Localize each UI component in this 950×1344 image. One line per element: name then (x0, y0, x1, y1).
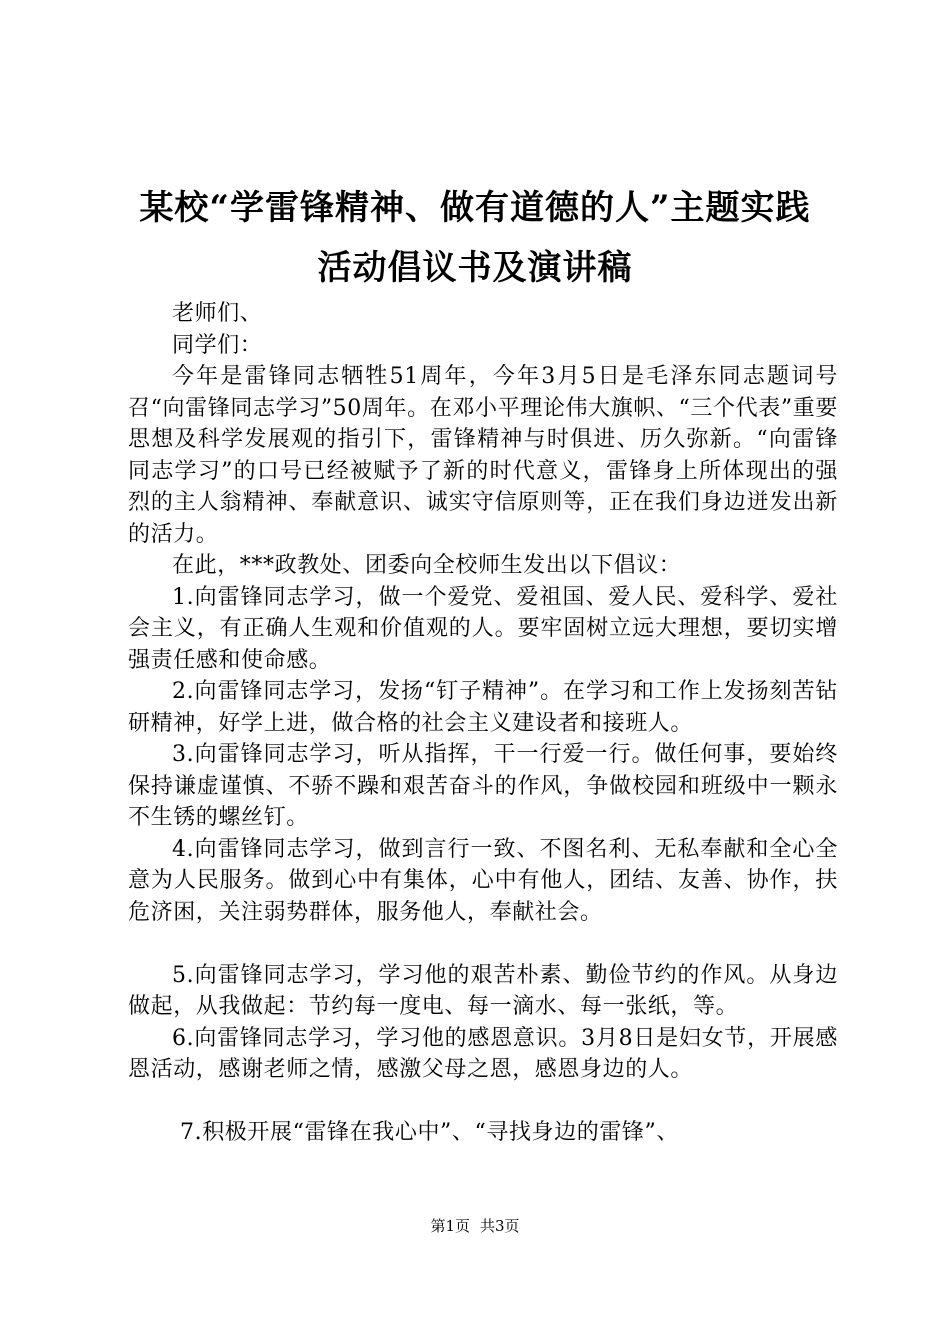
page-number-current: 第1页 (430, 1217, 470, 1235)
document-title-line-1: 某校“学雷锋精神、做有道德的人”主题实践 (139, 188, 811, 228)
proposal-item-3: 3.向雷锋同志学习，听从指挥，干一行爱一行。做任何事，要始终保持谦虚谨慎、不骄不躁和艰苦奋斗的作风，争做校园和班级中一颗永不生锈的螺丝钉。 (128, 742, 838, 830)
proposal-item-7: 7.积极开展“雷锋在我心中”、“寻找身边的雷锋”、 (180, 1120, 679, 1145)
proposal-item-5: 5.向雷锋同志学习，学习他的艰苦朴素、勤俭节约的作风。从身边做起，从我做起：节约每一度电、每一滴水、每一张纸，等。 (128, 962, 838, 1019)
salutation-students: 同学们： (172, 332, 263, 358)
document-body (128, 298, 838, 1149)
salutation-teachers: 老师们、 (172, 301, 263, 326)
paragraph-call: 在此，***政教处、团委向全校师生发出以下倡议： (172, 553, 682, 578)
page-footer (0, 1216, 950, 1236)
proposal-item-2: 2.向雷锋同志学习，发扬“钉子精神”。在学习和工作上发扬刻苦钻研精神，好学上进，做合格的社会主义建设者和接班人。 (128, 679, 838, 736)
paragraph-intro: 今年是雷锋同志牺牲51周年，今年3月5日是毛泽东同志题词号召“向雷锋同志学习”50周年。在邓小平理论伟大旗帜、“三个代表”重要思想及科学发展观的指引下，雷锋精神与时俱进、历久弥新。“向雷锋同志学习”的口号已经被赋予了新的时代意义，雷锋身上所体现出的强烈的主人翁精神、奉献意识、诚实守信原则等，正在我们身边迸发出新的活力。 (128, 364, 838, 547)
proposal-item-1: 1.向雷锋同志学习，做一个爱党、爱祖国、爱人民、爱科学、爱社会主义，有正确人生观和价值观的人。要牢固树立远大理想，要切实增强责任感和使命感。 (128, 584, 838, 673)
page-number-total: 共3页 (480, 1217, 520, 1235)
document-title-line-2: 活动倡议书及演讲稿 (317, 248, 633, 288)
proposal-item-6: 6.向雷锋同志学习，学习他的感恩意识。3月8日是妇女节，开展感恩活动，感谢老师之情，感激父母之恩，感恩身边的人。 (128, 1025, 838, 1082)
proposal-item-4: 4.向雷锋同志学习，做到言行一致、不图名利、无私奉献和全心全意为人民服务。做到心中有集体，心中有他人，团结、友善、协作，扶危济困，关注弱势群体，服务他人，奉献社会。 (128, 836, 838, 925)
